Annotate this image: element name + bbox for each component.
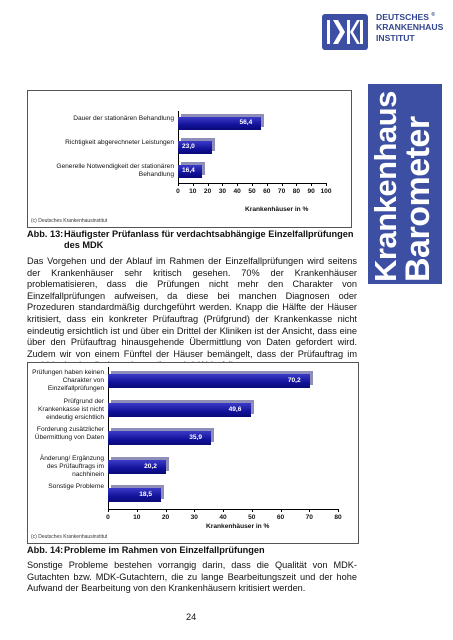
chart-13-tick-label: 100 bbox=[320, 188, 332, 195]
caption-14-prefix: Abb. 14: bbox=[27, 545, 64, 555]
chart-13-tick-mark bbox=[193, 183, 194, 186]
sideband-title bbox=[368, 86, 437, 282]
chart-13-tick-label: 20 bbox=[203, 188, 212, 195]
chart-14-tick-label: 70 bbox=[305, 514, 313, 521]
chart-13-value-label: 16,4 bbox=[182, 167, 195, 174]
chart-13-category-label: Richtigkeit abgerechneter Leistungen bbox=[65, 139, 174, 146]
chart-13-tick-label: 70 bbox=[277, 188, 286, 195]
sideband-line-1: Krankenhaus bbox=[368, 91, 403, 282]
chart-14-bar bbox=[108, 488, 161, 502]
chart-14-category-label: Forderung zusätzlicher Übermittlung von Daten bbox=[34, 426, 104, 442]
page-number: 24 bbox=[186, 612, 197, 622]
chart-14-value-label: 18,5 bbox=[139, 491, 153, 499]
chart-14-tick-label: 30 bbox=[190, 514, 198, 521]
chart-14-category-label: Prüfgrund der Krankenkasse ist nicht eindeutig ersichtlich bbox=[38, 397, 104, 421]
sideband-line-2: Barometer bbox=[399, 116, 437, 282]
org-line-1: DEUTSCHES bbox=[376, 11, 430, 22]
chart-13-tick-label: 10 bbox=[189, 188, 197, 195]
chart-13-tick-label: 80 bbox=[292, 188, 301, 195]
chart-14-tick-label: 0 bbox=[106, 514, 110, 521]
chart-14-tick-label: 60 bbox=[276, 514, 285, 521]
chart-13-category-label: Generelle Notwendigkeit der stationären Behandlung bbox=[56, 163, 174, 178]
chart-14-bar bbox=[108, 374, 310, 388]
chart-13-tick-mark bbox=[252, 183, 253, 186]
chart-14-value-label: 35,9 bbox=[189, 434, 203, 442]
chart-13-tick-label: 90 bbox=[307, 188, 315, 195]
chart-14-value-label: 20,2 bbox=[144, 462, 157, 470]
chart-14-category-label: Änderung/ Ergänzung des Prüfauftrags im nachhinein bbox=[39, 454, 104, 478]
chart-14-category-label: Prüfungen haben keinen Charakter von Einzelfallprüfungen bbox=[32, 369, 104, 393]
chart-14-tick-mark bbox=[194, 509, 195, 512]
chart-13-tick-label: 0 bbox=[176, 188, 180, 195]
caption-13-prefix: Abb. 13: bbox=[27, 229, 64, 239]
chart-14-tick-mark bbox=[338, 509, 339, 512]
caption-13-text: Häufigster Prüfanlass für verdachtsabhängige Einzelfallprüfungen des MDK bbox=[64, 229, 354, 250]
chart-14-tick-label: 20 bbox=[161, 514, 170, 521]
chart-14-bar bbox=[108, 460, 166, 474]
org-line-2: KRANKENHAUS bbox=[376, 22, 444, 33]
figure-14-caption bbox=[27, 545, 357, 556]
chart-13-tick-mark bbox=[296, 183, 297, 186]
chart-14-tick-mark bbox=[252, 509, 253, 512]
chart-13-tick-mark bbox=[237, 183, 238, 186]
chart-14-x-axis-title: Krankenhäuser in % bbox=[206, 523, 270, 530]
chart-13-tick-mark bbox=[222, 183, 223, 186]
chart-14-tick-mark bbox=[137, 509, 138, 512]
chart-14-tick-mark bbox=[166, 509, 167, 512]
chart-13-tick-label: 50 bbox=[248, 188, 256, 195]
figure-13-caption bbox=[27, 229, 357, 251]
body-paragraph-2: Sonstige Probleme bestehen vorrangig darin, dass die Qualität von MDK-Gutachten bzw. MDK-Gutachtern, die zu lange Bearbeitungszeit und der hohe Aufwand der Bearbeitung von den Krankenhäusern kritisiert werden. bbox=[27, 560, 357, 594]
chart-13-tick-mark bbox=[326, 183, 327, 186]
chart-14-value-label: 49,6 bbox=[228, 405, 242, 413]
chart-14-frame bbox=[27, 362, 359, 544]
chart-14-value-label: 70,2 bbox=[287, 377, 301, 385]
barometer-sideband bbox=[368, 84, 442, 284]
chart-14-tick-mark bbox=[309, 509, 310, 512]
chart-13-tick-mark bbox=[267, 183, 268, 186]
chart-13-tick-mark bbox=[282, 183, 283, 186]
institute-name bbox=[376, 10, 450, 43]
chart-14-tick-label: 50 bbox=[248, 514, 256, 521]
chart-14-tick-mark bbox=[223, 509, 224, 512]
chart-14-credit: (c) Deutsches Krankenhausinstitut bbox=[31, 534, 108, 540]
chart-13-tick-label: 30 bbox=[218, 188, 227, 195]
chart-13-tick-mark bbox=[178, 183, 179, 186]
chart-13-x-axis-title: Krankenhäuser in % bbox=[245, 206, 309, 213]
chart-13-frame bbox=[27, 90, 352, 228]
chart-13-credit: (c) Deutsches Krankenhausinstitut bbox=[31, 218, 108, 224]
chart-14-tick-mark bbox=[108, 509, 109, 512]
chart-13-value-label: 56,4 bbox=[239, 119, 253, 126]
chart-13-category-label: Dauer der stationären Behandlung bbox=[73, 115, 174, 122]
registered-mark: ® bbox=[431, 12, 436, 18]
chart-14-tick-label: 80 bbox=[334, 514, 342, 521]
chart-14-tick-label: 10 bbox=[133, 514, 141, 521]
chart-13-tick-label: 40 bbox=[233, 188, 241, 195]
chart-14-tick-mark bbox=[281, 509, 282, 512]
caption-14-text: Probleme im Rahmen von Einzelfallprüfungen bbox=[64, 545, 265, 555]
chart-13-tick-mark bbox=[208, 183, 209, 186]
dki-logo-mark bbox=[322, 14, 368, 50]
dki-logo-glyph bbox=[322, 14, 368, 50]
chart-14-tick-label: 40 bbox=[219, 514, 227, 521]
chart-13-tick-mark bbox=[311, 183, 312, 186]
body-paragraph-1: Das Vorgehen und der Ablauf im Rahmen der Einzelfallprüfungen wird seitens der Krankenhäuser sehr kritisch gesehen. 70% der Krankenhäuser problematisieren, dass die Prüfungen nicht mehr den Charakter von Einzelfallprüfungen aufweisen, da diese bei manchen Diagnosen oder Prozeduren standardmäßig durchgeführt werden. Knapp die Hälfte der Häuser kritisiert, dass ein konkreter Prüfauftrag (Prüfgrund) der Krankenkasse nicht eindeutig ersichtlich ist und über ein Drittel der Kliniken ist der Ansicht, dass eine über den Prüfauftrag hinausgehende Übermittlung von Daten gefordert wird. Zudem wir von einem Fünftel der Häuser bemängelt, dass der Prüfauftrag im bbox=[27, 256, 357, 359]
org-line-3: INSTITUT bbox=[376, 32, 415, 43]
chart-13-value-label: 23,0 bbox=[182, 143, 195, 150]
chart-14-category-label: Sonstige Probleme bbox=[48, 483, 104, 491]
chart-13-tick-label: 60 bbox=[263, 188, 271, 195]
